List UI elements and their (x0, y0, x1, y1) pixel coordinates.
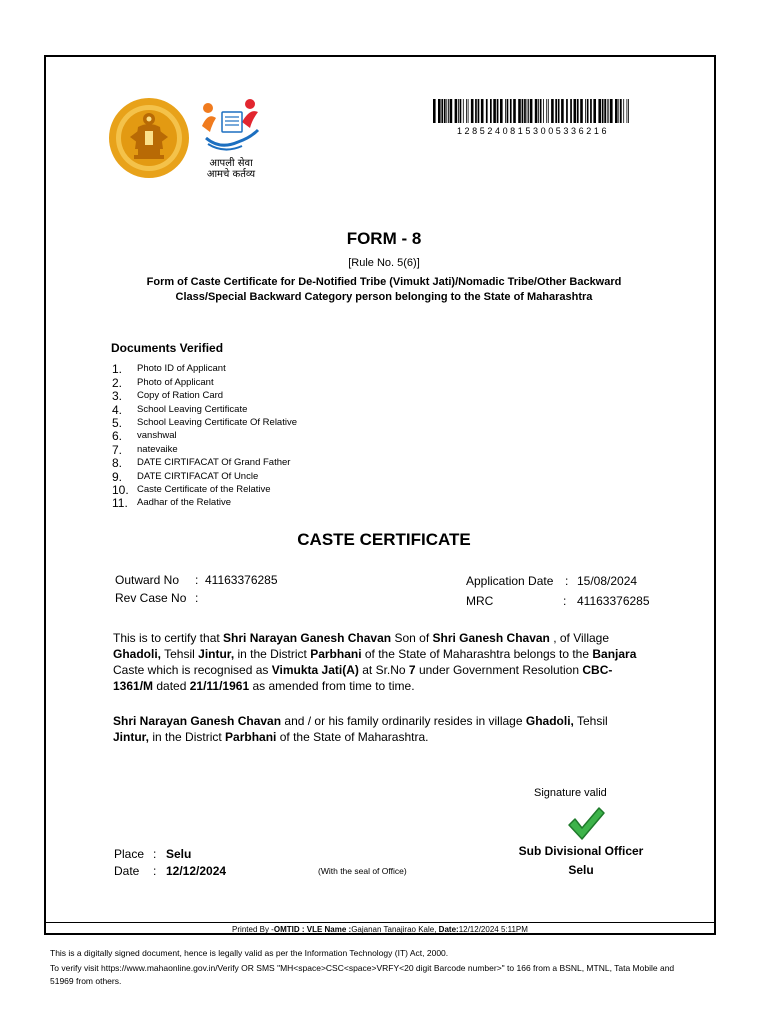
barcode-bar (524, 99, 526, 123)
barcode-bar (471, 99, 474, 123)
signature-valid-text: Signature valid (534, 787, 607, 799)
barcode-number: 12852408153005336216 (456, 126, 610, 136)
list-item: 9. DATE CIRTIFACAT Of Uncle (112, 469, 259, 484)
rev-case-sep: : (195, 591, 199, 605)
barcode-bar (466, 99, 467, 123)
barcode-bar (468, 99, 469, 123)
outward-sep: : (195, 573, 199, 587)
barcode-bar (493, 99, 496, 123)
officer-place: Selu (568, 863, 594, 877)
mrc-value: 41163376285 (577, 594, 650, 608)
barcode-bar (610, 99, 613, 123)
caste-name: Banjara (592, 647, 637, 661)
father-name: Shri Ganesh Chavan (432, 631, 550, 645)
barcode-bar (463, 99, 464, 123)
barcode-bar (590, 99, 592, 123)
rule-number: [Rule No. 5(6)] (348, 257, 420, 269)
barcode-bar (546, 99, 547, 123)
barcode-bar (627, 99, 628, 123)
barcode-bar (585, 99, 586, 123)
logo-text-line2: आमचे कर्तव्य (206, 169, 256, 180)
barcode-bar (558, 99, 560, 123)
barcode-bar (486, 99, 488, 123)
barcode-bar (548, 99, 549, 123)
barcode-bar (593, 99, 596, 123)
barcode-bar (438, 99, 441, 123)
barcode-bar (543, 99, 544, 123)
barcode-bar (433, 99, 436, 123)
list-item: 3. Copy of Ration Card (112, 389, 224, 404)
barcode-icon (433, 99, 633, 123)
barcode-bar (620, 99, 622, 123)
list-item: 1. Photo ID of Applicant (112, 362, 226, 377)
barcode-bar (615, 99, 618, 123)
barcode-bar (528, 99, 529, 123)
barcode-bar (566, 99, 568, 123)
barcode-bar (505, 99, 506, 123)
place-value: Selu (166, 847, 192, 861)
form-title: FORM - 8 (346, 229, 422, 248)
application-date-sep: : (565, 574, 569, 588)
barcode-bar (497, 99, 499, 123)
barcode-bar (574, 99, 577, 123)
printed-by: Printed By -OMTID : VLE Name :Gajanan Tanajirao Kale, Date:12/12/2024 5:11PM (232, 925, 528, 934)
barcode-bar (608, 99, 609, 123)
certification-paragraph: This is to certify that Shri Narayan Ganesh Chavan Son of Shri Ganesh Chavan , of Village Ghadoli, Tehsil Jintur, in the District Parbhani of the State of Maharashtra belongs to the Banjara Caste which is recognised as Vimukta Jati(A) at Sr.No 7 under Government Resolution CBC- 1361/M dated 21/11/1961 as amended from time to time. (113, 631, 637, 693)
aaple-sarkar-icon (198, 98, 264, 152)
outward-value: 41163376285 (205, 573, 278, 587)
barcode-bar (555, 99, 557, 123)
barcode-bar (598, 99, 601, 123)
place-label: Place (114, 847, 145, 861)
barcode-bar (460, 99, 462, 123)
date-sep: : (153, 864, 157, 878)
documents-heading: Documents Verified (111, 341, 224, 355)
barcode-bar (513, 99, 516, 123)
residence-paragraph: Shri Narayan Ganesh Chavan and / or his family ordinarily resides in village Ghadoli, Tehsil Jintur, in the District Parbhani of the State of Maharashtra. (113, 714, 608, 744)
caste-category: Vimukta Jati(A) (271, 663, 359, 677)
application-date-label: Application Date (466, 574, 554, 588)
logo-text-line1: आपली सेवा (209, 158, 253, 169)
barcode-bar (604, 99, 606, 123)
list-item: 8. DATE CIRTIFACAT Of Grand Father (112, 456, 291, 471)
barcode-bar (577, 99, 579, 123)
barcode-bar (490, 99, 492, 123)
place-sep: : (153, 847, 157, 861)
list-item: 5. School Leaving Certificate Of Relative (112, 415, 297, 430)
barcode-bar (538, 99, 539, 123)
date-label: Date (114, 864, 140, 878)
barcode-bar (455, 99, 458, 123)
barcode-bar (448, 99, 449, 123)
barcode-bar (475, 99, 477, 123)
barcode-bar (446, 99, 447, 123)
barcode-bar (580, 99, 583, 123)
aaple-sarkar-logo (198, 98, 264, 178)
barcode-bar (518, 99, 521, 123)
verification-note: To verify visit https://www.mahaonline.gov.in/Verify OR SMS "MH<space>CSC<space>VRFY<20 digit Barcode number>" to 166 from a BSNL, MTNL, Tata Mobile and (50, 963, 675, 973)
barcode-bar (570, 99, 572, 123)
verification-note-cont: 51969 from others. (50, 976, 122, 986)
barcode-bar (551, 99, 554, 123)
barcode-bar (444, 99, 446, 123)
barcode-bar (628, 99, 629, 123)
maharashtra-state-emblem-icon (108, 97, 190, 179)
form-description: Form of Caste Certificate for De-Notified Tribe (Vimukt Jati)/Nomadic Tribe/Other Backward Class/Special Backward Category person belonging to the State of Maharashtra (146, 276, 622, 303)
barcode-bar (522, 99, 524, 123)
barcode-bar (587, 99, 589, 123)
barcode-bar (602, 99, 604, 123)
officer-title: Sub Divisional Officer (518, 844, 644, 858)
mrc-label: MRC (466, 594, 494, 608)
seal-note: (With the seal of Office) (318, 866, 407, 876)
barcode-bar (481, 99, 484, 123)
digital-signature-note: This is a digitally signed document, hence is legally valid as per the Information Technology (IT) Act, 2000. (50, 948, 449, 958)
certificate-title: CASTE CERTIFICATE (297, 530, 471, 549)
applicant-name: Shri Narayan Ganesh Chavan (223, 631, 392, 645)
barcode-bar (607, 99, 608, 123)
rev-case-label: Rev Case No (115, 591, 187, 605)
barcode-bar (527, 99, 528, 123)
list-item: 2. Photo of Applicant (112, 375, 214, 390)
list-item: 4. School Leaving Certificate (112, 402, 248, 417)
barcode-bar (450, 99, 453, 123)
printed-divider (46, 922, 714, 923)
barcode-bar (540, 99, 542, 123)
mrc-sep: : (563, 594, 567, 608)
barcode-bar (500, 99, 503, 123)
barcode-bar (561, 99, 564, 123)
documents-list (112, 362, 412, 509)
green-checkmark-icon (566, 804, 606, 844)
barcode-bar (623, 99, 624, 123)
barcode-bar (530, 99, 533, 123)
barcode-bar (535, 99, 538, 123)
barcode-bar (510, 99, 512, 123)
outward-label: Outward No (115, 573, 180, 587)
barcode-bar (618, 99, 619, 123)
date-value: 12/12/2024 (166, 864, 227, 878)
barcode-bar (458, 99, 459, 123)
list-item: 10. Caste Certificate of the Relative (112, 482, 271, 497)
list-item: 11. Aadhar of the Relative (112, 496, 232, 511)
barcode-bar (507, 99, 509, 123)
list-item: 7. natevaike (112, 442, 178, 457)
barcode-bar (478, 99, 480, 123)
barcode-bar (441, 99, 443, 123)
application-date-value: 15/08/2024 (577, 574, 638, 588)
list-item: 6. vanshwal (112, 429, 177, 444)
